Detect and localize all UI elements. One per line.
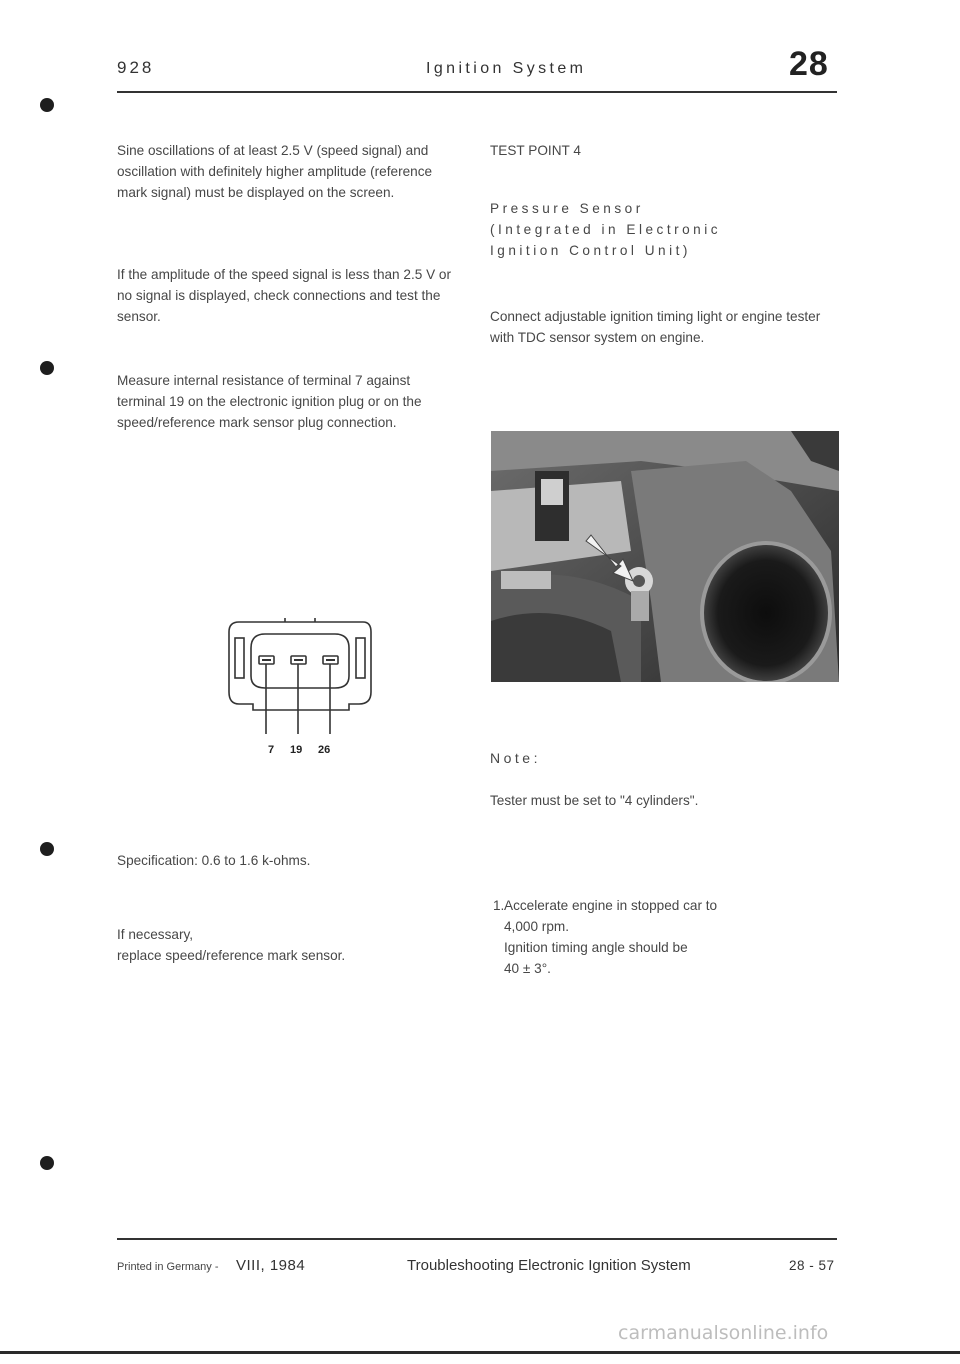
model-number: 928 bbox=[117, 58, 155, 77]
connect-instructions: Connect adjustable ignition timing light or engine tester with TDC sensor system on engine. bbox=[490, 309, 821, 345]
oscillation-paragraph: Sine oscillations of at least 2.5 V (speed signal) and oscillation with definitely higher amplitude (reference mark signal) must be displayed on the screen. bbox=[117, 143, 433, 200]
step-1-line-1: Accelerate engine in stopped car to bbox=[504, 898, 718, 913]
specification-text: Specification: 0.6 to 1.6 k-ohms. bbox=[117, 853, 311, 868]
footer-title: Troubleshooting Electronic Ignition System bbox=[407, 1257, 691, 1274]
binder-hole bbox=[40, 98, 54, 112]
note-text: Tester must be set to "4 cylinders". bbox=[490, 793, 699, 808]
binder-hole bbox=[40, 361, 54, 375]
binder-hole bbox=[40, 842, 54, 856]
test-point-heading: TEST POINT 4 bbox=[490, 143, 581, 158]
step-number: 1. bbox=[493, 898, 505, 913]
chapter-number: 28 bbox=[789, 45, 829, 83]
connector-diagram bbox=[225, 618, 375, 748]
resistance-paragraph: Measure internal resistance of terminal 7 against terminal 19 on the electronic ignition plug or on the speed/reference mark sensor plug connection. bbox=[117, 373, 422, 430]
footer-rule bbox=[117, 1238, 837, 1240]
amplitude-paragraph: If the amplitude of the speed signal is less than 2.5 V or no signal is displayed, check connections and test the sensor. bbox=[117, 267, 452, 324]
watermark: carmanualsonline.info bbox=[618, 1322, 829, 1344]
page-bottom-border bbox=[0, 1351, 960, 1354]
page-number: 28 - 57 bbox=[789, 1258, 835, 1273]
subtitle-line-3: Ignition Control Unit) bbox=[490, 243, 691, 258]
subtitle-line-1: Pressure Sensor bbox=[490, 201, 644, 216]
printed-in: Printed in Germany - bbox=[117, 1261, 219, 1273]
edition: VIII, 1984 bbox=[236, 1257, 306, 1274]
header-rule bbox=[117, 91, 837, 93]
subtitle-line-2: (Integrated in Electronic bbox=[490, 222, 722, 237]
replace-line-1: If necessary, bbox=[117, 927, 194, 942]
step-1-line-2: 4,000 rpm. bbox=[504, 919, 569, 934]
pressure-sensor-photo bbox=[491, 431, 839, 682]
pin-label: 7 bbox=[268, 744, 275, 756]
replace-line-2: replace speed/reference mark sensor. bbox=[117, 948, 346, 963]
pin-label: 19 bbox=[290, 744, 303, 756]
pin-label: 26 bbox=[318, 744, 331, 756]
step-1-line-3: Ignition timing angle should be bbox=[504, 940, 688, 955]
step-1-line-4: 40 ± 3°. bbox=[504, 961, 551, 976]
note-label: Note: bbox=[490, 750, 541, 766]
section-title: Ignition System bbox=[426, 60, 587, 77]
binder-hole bbox=[40, 1156, 54, 1170]
